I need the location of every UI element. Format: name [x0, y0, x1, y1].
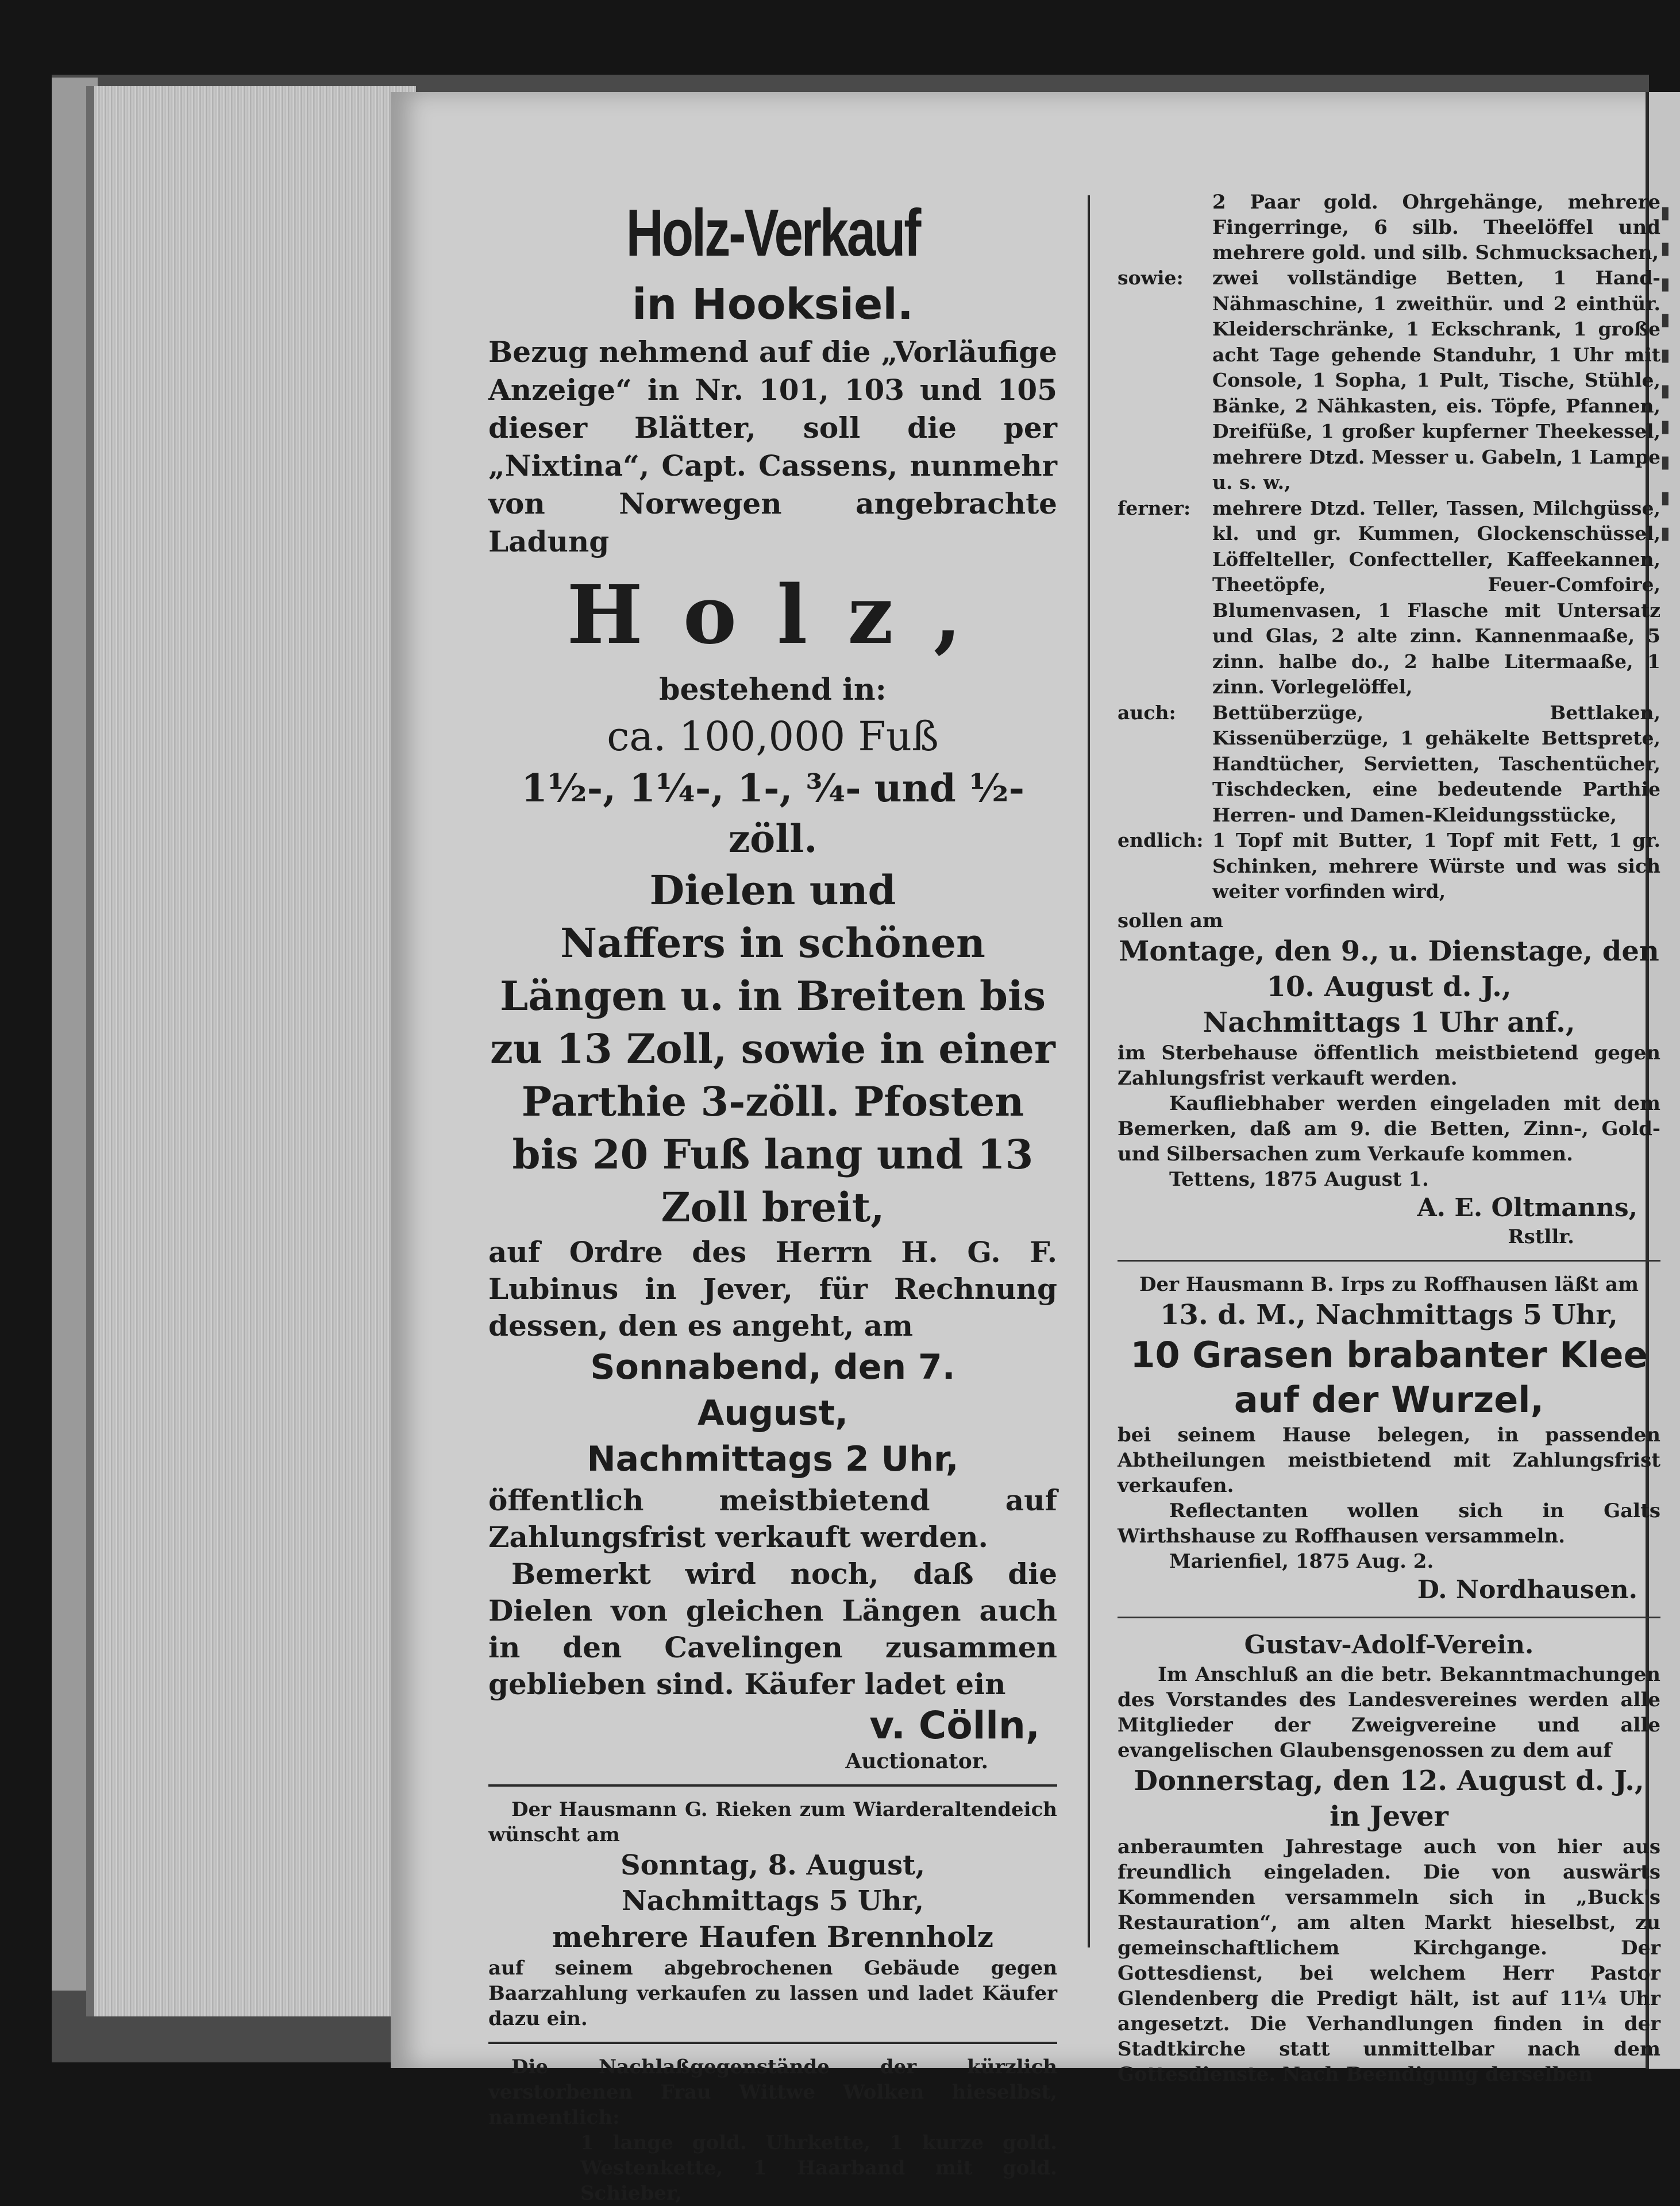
ad-title: Gustav-Adolf-Verein. [1244, 1630, 1534, 1660]
estate-row-label: ferner: [1118, 496, 1191, 519]
ad-consisting: bestehend in: [659, 672, 887, 707]
estate-signature: A. E. Oltmanns, [1417, 1193, 1637, 1222]
ad-note: Bemerkt wird noch, daß die Dielen von gleichen Längen auch in den Cavelingen zusammen geblieben sind. Käufer ladet ein [488, 1557, 1057, 1701]
ad-quantity: ca. 100,000 Fuß [607, 713, 939, 760]
estate-date: Montage, den 9., u. Dienstage, den 10. August d. J., [1119, 935, 1659, 1003]
nachlass-ad [488, 2054, 1057, 2206]
ad-signature-role: Auctionator. [845, 1749, 988, 1773]
ad-title: Holz-Verkauf [626, 195, 920, 270]
ad-separator [488, 1784, 1057, 1787]
ad-intro: Der Hausmann B. Irps zu Roffhausen läßt am [1139, 1272, 1639, 1296]
ad-big-word: Holz, [567, 568, 1002, 662]
ad-sizes: 1½-, 1¼-, 1-, ¾- und ½-zöll. [521, 766, 1024, 861]
holz-verkauf-ad [488, 190, 1057, 1774]
ad-sale-terms: öffentlich meistbietend auf Zahlungsfrist verkauft werden. [488, 1483, 1057, 1554]
ad-date: Sonntag, 8. August, [620, 1849, 926, 1881]
estate-opening: 2 Paar gold. Ohrgehänge, mehrere Fingerringe, 6 silb. Theelöffel und mehrere gold. und silb. Schmucksachen, [1212, 191, 1660, 264]
estate-row-text: 1 Topf mit Butter, 1 Topf mit Fett, 1 gr. Schinken, mehrere Würste und was sich weiter vorfinden wird, [1212, 829, 1660, 903]
estate-terms: im Sterbehause öffentlich meistbietend gegen Zahlungsfrist verkauft werden. [1118, 1041, 1660, 1090]
ad-intro: Im Anschluß an die betr. Bekanntmachungen des Vorstandes des Landesvereines werden alle Mitglieder der Zweigvereine und alle evangelischen Glaubensgenossen zu dem auf [1118, 1663, 1660, 1762]
estate-sale-continued [1118, 190, 1660, 1249]
estate-row-label: sowie: [1118, 267, 1184, 289]
ad-signature: v. Cölln, [869, 1703, 1040, 1748]
ad-date: 13. d. M., Nachmittags 5 Uhr, [1160, 1298, 1618, 1331]
ad-headline: 10 Grasen brabanter Klee auf der Wurzel, [1130, 1333, 1648, 1421]
ad-separator [1118, 1260, 1660, 1262]
ad-goods-1: Dielen und [649, 866, 896, 914]
ad-place: in Hooksiel. [632, 280, 914, 329]
estate-row [1118, 496, 1660, 700]
estate-shall: sollen am [1118, 909, 1223, 932]
estate-row [1118, 700, 1660, 828]
left-column [488, 190, 1057, 2206]
ad-separator [488, 2042, 1057, 2044]
estate-row [1118, 828, 1660, 905]
estate-row-text: Bettüberzüge, Bettlaken, Kissenüberzüge, 1 gehäkelte Bettsprete, Handtücher, Servietten, Taschentücher, Tischdecken, eine bedeutende Parthie Herren- und Damen-Kleidungsstücke, [1212, 701, 1660, 826]
ad-items: 1 lange gold. Uhrkette, 1 kurze gold. Westenkette, 1 Haarband mit gold. Schieber, [580, 2131, 1057, 2205]
ad-order: auf Ordre des Herrn H. G. F. Lubinus in Jever, für Rechnung dessen, den es angeht, am [488, 1235, 1057, 1343]
ad-terms: bei seinem Hause belegen, in passenden Abtheilungen meistbietend mit Zahlungsfrist verkaufen. [1118, 1423, 1660, 1497]
ad-terms: auf seinem abgebrochenen Gebäude gegen Baarzahlung verkaufen zu lassen und ladet Käufer dazu ein. [488, 1957, 1057, 2030]
column-divider [1088, 195, 1090, 1947]
estate-row-label: endlich: [1118, 829, 1204, 851]
ad-place: in Jever [1330, 1800, 1448, 1833]
facing-page-text-edge: ▮ ▮ ▮ ▮ ▮ ▮ ▮ ▮ ▮ ▮ [1660, 203, 1670, 543]
estate-row [1118, 265, 1660, 496]
ad-time: Nachmittags 2 Uhr, [587, 1439, 959, 1479]
ad-place-date: Marienfiel, 1875 Aug. 2. [1169, 1549, 1434, 1573]
ad-date-1: Sonnabend, den 7. [590, 1347, 955, 1387]
ad-signature: D. Nordhausen. [1417, 1575, 1637, 1605]
gustav-adolf-ad [1118, 1629, 1660, 2087]
estate-row-label: auch: [1118, 701, 1176, 724]
ad-date-2: August, [697, 1393, 848, 1433]
estate-row-text: mehrere Dtzd. Teller, Tassen, Milchgüsse, kl. und gr. Kummen, Glockenschüssel, Löffelteller, Confectteller, Kaffeekannen, Theetöpfe, Feuer-Comfoire, Blumenvasen, 1 Flasche mit Untersatz und Glas, 2 alte zinn. Kannenmaaße, 5 zinn. halbe do., 2 halbe Litermaaße, 1 zinn. Vorlegelöffel, [1212, 496, 1660, 698]
estate-place-date: Tettens, 1875 August 1. [1169, 1167, 1429, 1191]
ad-intro: Bezug nehmend auf die „Vorläufige Anzeige“ in Nr. 101, 103 und 105 dieser Blätter, soll die per „Nixtina“, Capt. Cassens, nunmehr von Norwegen angebrachte Ladung [488, 335, 1057, 558]
ad-date: Donnerstag, den 12. August d. J., [1134, 1764, 1644, 1797]
ad-intro: Die Nachlaßgegenstände der kürzlich verstorbenen Frau Wittwe Wolken hieselbst, namentlich: [488, 2055, 1057, 2129]
ad-note: Reflectanten wollen sich in Galts Wirthshause zu Roffhausen versammeln. [1118, 1499, 1660, 1548]
klee-ad [1118, 1272, 1660, 1606]
ad-intro: Der Hausmann G. Rieken zum Wiarderaltendeich wünscht am [488, 1798, 1057, 1846]
ad-time: Nachmittags 5 Uhr, [621, 1885, 924, 1917]
page-edges [86, 86, 416, 2016]
estate-note: Kaufliebhaber werden eingeladen mit dem Bemerken, daß am 9. die Betten, Zinn-, Gold- und Silbersachen zum Verkaufe kommen. [1118, 1092, 1660, 1166]
estate-time: Nachmittags 1 Uhr anf., [1203, 1006, 1575, 1039]
ad-goods-2: Naffers in schönen Längen u. in Breiten bis zu 13 Zoll, sowie in einer Parthie 3-zöll. Pfosten bis 20 Fuß lang und 13 Zoll breit, [490, 919, 1055, 1231]
ad-body: anberaumten Jahrestage auch von hier aus freundlich eingeladen. Die von auswärts Kommenden versammeln sich in „Buck's Restauration“, am alten Markt hieselbst, zu gemeinschaftlichem Kirchgange. Der Gottesdienst, bei welchem Herr Pastor Glendenberg die Predigt hält, ist auf 11¼ Uhr angesetzt. Die Verhandlungen finden in der Stadtkirche statt unmittelbar nach dem Gottesdienste. Nach Beendigung derselben [1118, 1835, 1660, 2086]
brennholz-ad [488, 1797, 1057, 2031]
estate-row-text: zwei vollständige Betten, 1 Hand-Nähmaschine, 1 zweithür. und 2 einthür. Kleiderschränke, 1 Eckschrank, 1 große acht Tage gehende Standuhr, 1 Uhr mit Console, 1 Sopha, 1 Pult, Tische, Stühle, Bänke, 2 Nähkasten, eis. Töpfe, Pfannen, Dreifüße, 1 großer kupferner Theekessel, mehrere Dtzd. Messer u. Gabeln, 1 Lampe u. s. w., [1212, 267, 1660, 493]
right-column [1118, 190, 1660, 2087]
ad-item: mehrere Haufen Brennholz [552, 1920, 994, 1954]
ad-separator [1118, 1617, 1660, 1618]
estate-signature-role: Rstllr. [1508, 1225, 1574, 1248]
